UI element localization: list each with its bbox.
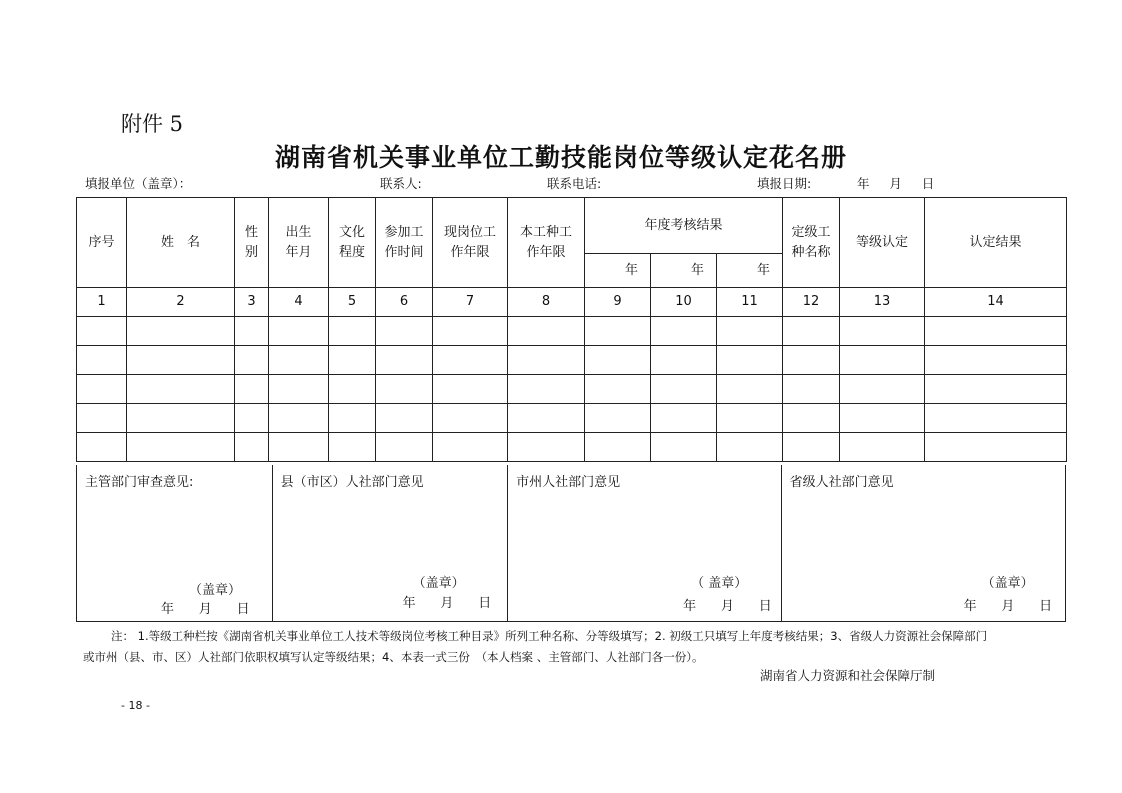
col-number: 11 (717, 288, 783, 317)
col-number: 7 (433, 288, 508, 317)
table-cell[interactable] (508, 433, 585, 462)
county-date-label: 年 月 日 (402, 596, 492, 611)
col-number: 1 (77, 288, 127, 317)
supervisor-date-label: 年 月 日 (161, 602, 250, 617)
header-appraisal: 年度考核结果 (585, 198, 783, 254)
col-number: 9 (585, 288, 651, 317)
header-result: 认定结果 (925, 198, 1067, 288)
table-cell[interactable] (783, 375, 840, 404)
table-cell[interactable] (433, 404, 508, 433)
table-cell[interactable] (376, 375, 433, 404)
table-cell[interactable] (127, 375, 235, 404)
city-date-label: 年 月 日 (683, 599, 772, 614)
table-cell[interactable] (783, 346, 840, 375)
table-row (77, 317, 1067, 346)
table-cell[interactable] (925, 433, 1067, 462)
province-opinion-box[interactable] (782, 465, 1065, 621)
page-number: - 18 - (121, 699, 150, 712)
header-birth: 出生年月 (269, 198, 329, 288)
note-line-2: 或市州（县、市、区）人社部门依职权填写认定等级结果；4、本表一式三份 （本人档案 、主管部门、人社部门各一份）。 (83, 650, 704, 664)
table-cell[interactable] (508, 346, 585, 375)
column-number-row (77, 288, 1067, 317)
table-cell[interactable] (235, 375, 269, 404)
table-cell[interactable] (329, 346, 376, 375)
header-gender: 性别 (235, 198, 269, 288)
header-seq: 序号 (77, 198, 127, 288)
header-year-1: 年 (585, 254, 651, 288)
header-year-2: 年 (651, 254, 717, 288)
table-cell[interactable] (651, 346, 717, 375)
table-cell[interactable] (433, 317, 508, 346)
col-number: 13 (840, 288, 925, 317)
table-cell[interactable] (585, 433, 651, 462)
table-cell[interactable] (783, 317, 840, 346)
table-cell[interactable] (235, 346, 269, 375)
table-cell[interactable] (585, 404, 651, 433)
table-cell[interactable] (329, 433, 376, 462)
header-join-time: 参加工作时间 (376, 198, 433, 288)
city-opinion-box[interactable] (508, 465, 781, 621)
table-cell[interactable] (269, 375, 329, 404)
table-cell[interactable] (77, 346, 127, 375)
col-number: 14 (925, 288, 1067, 317)
supervisor-seal-label: （盖章） (189, 583, 242, 598)
table-cell[interactable] (717, 375, 783, 404)
table-cell[interactable] (585, 346, 651, 375)
table-row (77, 346, 1067, 375)
fill-unit-label: 填报单位（盖章）： (85, 176, 192, 191)
table-cell[interactable] (77, 317, 127, 346)
table-cell[interactable] (269, 433, 329, 462)
table-cell[interactable] (925, 375, 1067, 404)
header-trade-name: 定级工种名称 (783, 198, 840, 288)
table-cell[interactable] (651, 317, 717, 346)
header-trade-years: 本工种工作年限 (508, 198, 585, 288)
header-year-3: 年 (717, 254, 783, 288)
header-current-years: 现岗位工作年限 (433, 198, 508, 288)
province-seal-label: （盖章） (981, 576, 1034, 591)
city-seal-label: （ 盖章） (691, 576, 748, 591)
table-cell[interactable] (925, 317, 1067, 346)
table-cell[interactable] (127, 346, 235, 375)
col-number: 12 (783, 288, 840, 317)
note-block (83, 626, 1043, 668)
table-cell[interactable] (376, 433, 433, 462)
header-name: 姓 名 (127, 198, 235, 288)
table-row (77, 404, 1067, 433)
table-cell[interactable] (127, 433, 235, 462)
county-opinion-box[interactable] (273, 465, 509, 621)
table-cell[interactable] (77, 433, 127, 462)
attachment-label: 附件 5 (121, 112, 184, 136)
table-cell[interactable] (127, 317, 235, 346)
table-cell[interactable] (651, 433, 717, 462)
table-cell[interactable] (508, 404, 585, 433)
table-cell[interactable] (783, 433, 840, 462)
table-row (77, 375, 1067, 404)
table-cell[interactable] (840, 346, 925, 375)
table-cell[interactable] (651, 404, 717, 433)
supervisor-opinion-label: 主管部门审查意见: (85, 475, 194, 490)
note-line-1: 注： 1.等级工种栏按《湖南省机关事业单位工人技术等级岗位考核工种目录》所列工种名称、分等级填写；2. 初级工只填写上年度考核结果；3、省级人力资源社会保障部门 (111, 629, 988, 643)
col-number: 3 (235, 288, 269, 317)
table-cell[interactable] (585, 317, 651, 346)
city-opinion-label: 市州人社部门意见 (516, 475, 621, 490)
table-cell[interactable] (433, 375, 508, 404)
province-date-label: 年 月 日 (963, 599, 1053, 614)
roster-table (76, 197, 1067, 462)
table-cell[interactable] (329, 375, 376, 404)
supervisor-opinion-box[interactable] (77, 465, 273, 621)
fill-date-value: 年 月 日 (857, 176, 935, 191)
table-cell[interactable] (508, 375, 585, 404)
table-cell[interactable] (925, 404, 1067, 433)
table-cell[interactable] (840, 404, 925, 433)
table-cell[interactable] (783, 404, 840, 433)
fill-phone-label: 联系电话: (547, 176, 602, 191)
col-number: 10 (651, 288, 717, 317)
fill-contact-label: 联系人: (380, 176, 422, 191)
province-opinion-label: 省级人社部门意见 (789, 475, 894, 490)
table-cell[interactable] (77, 375, 127, 404)
county-opinion-label: 县（市区）人社部门意见 (280, 475, 424, 490)
col-number: 4 (269, 288, 329, 317)
header-education: 文化程度 (329, 198, 376, 288)
table-cell[interactable] (508, 317, 585, 346)
table-cell[interactable] (717, 404, 783, 433)
table-cell[interactable] (840, 317, 925, 346)
opinion-section (76, 465, 1066, 622)
col-number: 2 (127, 288, 235, 317)
table-cell[interactable] (717, 433, 783, 462)
table-cell[interactable] (433, 433, 508, 462)
table-cell[interactable] (925, 346, 1067, 375)
table-cell[interactable] (329, 404, 376, 433)
fill-date-label: 填报日期: (757, 176, 812, 191)
col-number: 8 (508, 288, 585, 317)
page-title: 湖南省机关事业单位工勤技能岗位等级认定花名册 (274, 143, 847, 172)
table-cell[interactable] (376, 317, 433, 346)
table-cell[interactable] (235, 404, 269, 433)
table-cell[interactable] (840, 433, 925, 462)
table-cell[interactable] (269, 346, 329, 375)
table-cell[interactable] (235, 317, 269, 346)
table-cell[interactable] (376, 404, 433, 433)
table-cell[interactable] (376, 346, 433, 375)
header-grade: 等级认定 (840, 198, 925, 288)
table-cell[interactable] (717, 317, 783, 346)
table-row (77, 433, 1067, 462)
table-cell[interactable] (840, 375, 925, 404)
table-cell[interactable] (585, 375, 651, 404)
issuer-label: 湖南省人力资源和社会保障厅制 (760, 668, 936, 683)
county-seal-label: （盖章） (412, 576, 465, 591)
table-cell[interactable] (433, 346, 508, 375)
table-cell[interactable] (77, 404, 127, 433)
table-cell[interactable] (269, 317, 329, 346)
table-cell[interactable] (717, 346, 783, 375)
table-cell[interactable] (127, 404, 235, 433)
table-cell[interactable] (269, 404, 329, 433)
table-cell[interactable] (651, 375, 717, 404)
table-cell[interactable] (329, 317, 376, 346)
col-number: 5 (329, 288, 376, 317)
col-number: 6 (376, 288, 433, 317)
table-cell[interactable] (235, 433, 269, 462)
